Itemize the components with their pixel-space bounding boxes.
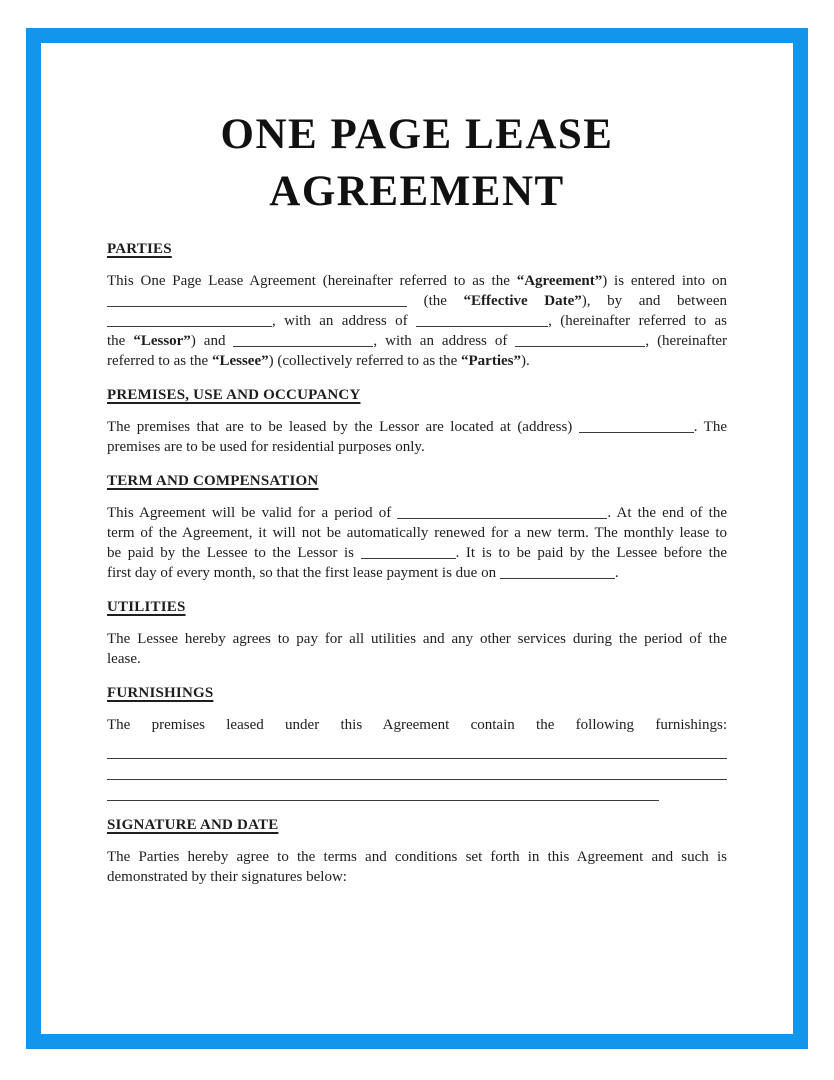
section-heading: PARTIES — [107, 241, 172, 257]
blank-line — [107, 780, 659, 801]
text-segment: demonstrated by their signatures below: — [107, 869, 347, 885]
blank-field — [107, 292, 407, 307]
text-segment: The premises leased under this Agreement contain the following furnishings: — [107, 717, 727, 733]
document-line — [107, 523, 727, 543]
text-segment: ) (collectively referred to as the — [268, 353, 462, 369]
text-segment: This Agreement will be valid for a period of — [107, 505, 398, 521]
text-segment: (the — [407, 293, 464, 309]
paragraph — [107, 417, 727, 457]
blank-field — [361, 544, 456, 559]
blank-field — [233, 332, 373, 347]
text-segment: . It is to be paid by the Lessee before the — [455, 545, 727, 561]
text-segment: ). — [521, 353, 530, 369]
section-heading: UTILITIES — [107, 599, 186, 615]
text-segment: The premises that are to be leased by the Lessor are located at (address) — [107, 419, 579, 435]
blank-field — [500, 564, 615, 579]
document-line — [107, 351, 727, 371]
document-line — [107, 271, 727, 291]
blank-lines-group — [107, 738, 727, 801]
blank-line — [107, 759, 727, 780]
document-line — [107, 543, 727, 563]
text-segment: first day of every month, so that the first lease payment is due on — [107, 565, 500, 581]
blank-line — [107, 738, 727, 759]
paragraph — [107, 503, 727, 583]
title-line-2: AGREEMENT — [269, 168, 565, 215]
document-line — [107, 563, 727, 583]
text-segment: the — [107, 333, 134, 349]
document-line — [107, 311, 727, 331]
document-line — [107, 291, 727, 311]
text-segment: term of the Agreement, it will not be automatically renewed for a new term. The monthly lease to — [107, 525, 727, 541]
text-segment: ), by and between — [581, 293, 727, 309]
blank-field — [579, 418, 694, 433]
text-segment: “Effective Date” — [463, 293, 582, 309]
document-title — [107, 106, 727, 220]
text-segment: “Lessee” — [211, 353, 269, 369]
paragraph — [107, 715, 727, 735]
text-segment: , (hereinafter referred to as — [548, 313, 727, 329]
section-heading: PREMISES, USE AND OCCUPANCY — [107, 387, 361, 403]
blank-field — [107, 312, 272, 327]
document-line — [107, 867, 727, 887]
text-segment: . At the end of the — [607, 505, 727, 521]
paragraph — [107, 629, 727, 669]
blank-field — [515, 332, 645, 347]
section-heading: TERM AND COMPENSATION — [107, 473, 319, 489]
text-segment: The Parties hereby agree to the terms and conditions set forth in this Agreement and such is — [107, 849, 727, 865]
text-segment: referred to as the — [107, 353, 212, 369]
section-heading: SIGNATURE AND DATE — [107, 817, 279, 833]
document-line — [107, 503, 727, 523]
text-segment: lease. — [107, 651, 141, 667]
text-segment: This One Page Lease Agreement (hereinafter referred to as the — [107, 273, 517, 289]
text-segment: , (hereinafter — [645, 333, 727, 349]
document-line — [107, 715, 727, 735]
paragraph — [107, 847, 727, 887]
text-segment: ) is entered into on — [602, 273, 727, 289]
document-line — [107, 629, 727, 649]
document-line — [107, 847, 727, 867]
document-body — [107, 239, 727, 887]
text-segment: The Lessee hereby agrees to pay for all utilities and any other services during the period of the — [107, 631, 727, 647]
text-segment: premises are to be used for residential purposes only. — [107, 439, 425, 455]
text-segment: . — [614, 565, 619, 581]
document-line — [107, 417, 727, 437]
text-segment: be paid by the Lessee to the Lessor is — [107, 545, 361, 561]
document-line — [107, 437, 727, 457]
text-segment: “Parties” — [461, 353, 521, 369]
section-heading: FURNISHINGS — [107, 685, 214, 701]
paragraph — [107, 271, 727, 371]
text-segment: “Agreement” — [516, 273, 603, 289]
blank-field — [397, 504, 607, 519]
document-line — [107, 331, 727, 351]
text-segment: , with an address of — [373, 333, 516, 349]
text-segment: . The — [693, 419, 727, 435]
text-segment: “Lessor” — [133, 333, 191, 349]
document-line — [107, 649, 727, 669]
blank-field — [416, 312, 548, 327]
text-segment: ) and — [190, 333, 234, 349]
text-segment: , with an address of — [272, 313, 417, 329]
title-line-1: ONE PAGE LEASE — [220, 111, 614, 158]
